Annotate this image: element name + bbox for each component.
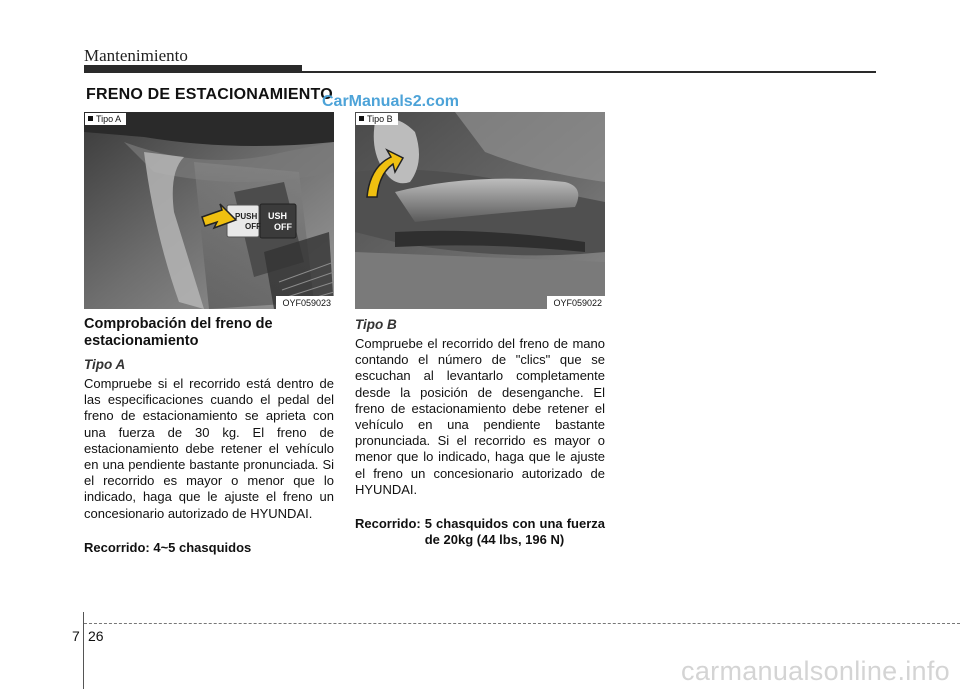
label-push-2: USH bbox=[268, 211, 288, 221]
chapter-number: 7 bbox=[72, 628, 80, 644]
type-a-label: Tipo A bbox=[84, 357, 126, 372]
footer-rule bbox=[84, 623, 960, 624]
figure-code: OYF059022 bbox=[547, 296, 605, 309]
pedal-illustration bbox=[84, 112, 334, 309]
header-bar bbox=[84, 65, 302, 73]
type-b-label: Tipo B bbox=[355, 317, 397, 332]
type-b-travel bbox=[355, 516, 605, 548]
watermark-bottom: carmanualsonline.info bbox=[681, 656, 950, 686]
page-number: 26 bbox=[88, 628, 104, 644]
label-off-2: OFF bbox=[274, 222, 292, 232]
figure-tag: Tipo B bbox=[356, 113, 398, 125]
type-a-body: Compruebe si el recorrido está dentro de las especificaciones cuando el pedal del freno de estacionamiento se aprieta con una fuerza de 30 kg. El freno de estacionamiento debe retener el vehículo en una pendiente bastante pronunciada. Si el recorrido es mayor o menor que lo indicado, haga que le ajuste el freno un concesionario autorizado de HYUNDAI. bbox=[84, 376, 334, 521]
section-subtitle: Comprobación del freno de estacionamiento bbox=[84, 316, 273, 349]
section-header: Mantenimiento bbox=[84, 46, 188, 65]
header-rule bbox=[302, 71, 876, 73]
footer-divider bbox=[83, 612, 84, 689]
column-right bbox=[355, 316, 605, 548]
label-off-1: OFF bbox=[245, 222, 261, 231]
figure-code: OYF059023 bbox=[276, 296, 334, 309]
figure-type-a bbox=[84, 112, 334, 309]
travel-key: Recorrido: bbox=[355, 516, 421, 532]
travel-value: 5 chasquidos con una fuerza de 20kg (44 lbs, 196 N) bbox=[424, 516, 605, 548]
column-left bbox=[84, 316, 334, 556]
lever-illustration bbox=[355, 112, 605, 309]
label-push-1: PUSH bbox=[235, 212, 258, 221]
watermark-top: CarManuals2.com bbox=[322, 93, 459, 110]
figure-type-b bbox=[355, 112, 605, 309]
page-title: FRENO DE ESTACIONAMIENTO bbox=[86, 86, 333, 103]
type-b-body: Compruebe el recorrido del freno de mano contando el número de "clics" que se escuchan al levantarlo completamente desde la posición de desenganche. El freno de estacionamiento debe retener el vehículo en una pendiente bastante pronunciada. Si el recorrido es mayor o menor que lo indicado, haga que le ajuste el freno un concesionario autorizado de HYUNDAI. bbox=[355, 336, 605, 497]
type-a-travel: Recorrido: 4~5 chasquidos bbox=[84, 539, 252, 555]
figure-tag: Tipo A bbox=[85, 113, 126, 125]
